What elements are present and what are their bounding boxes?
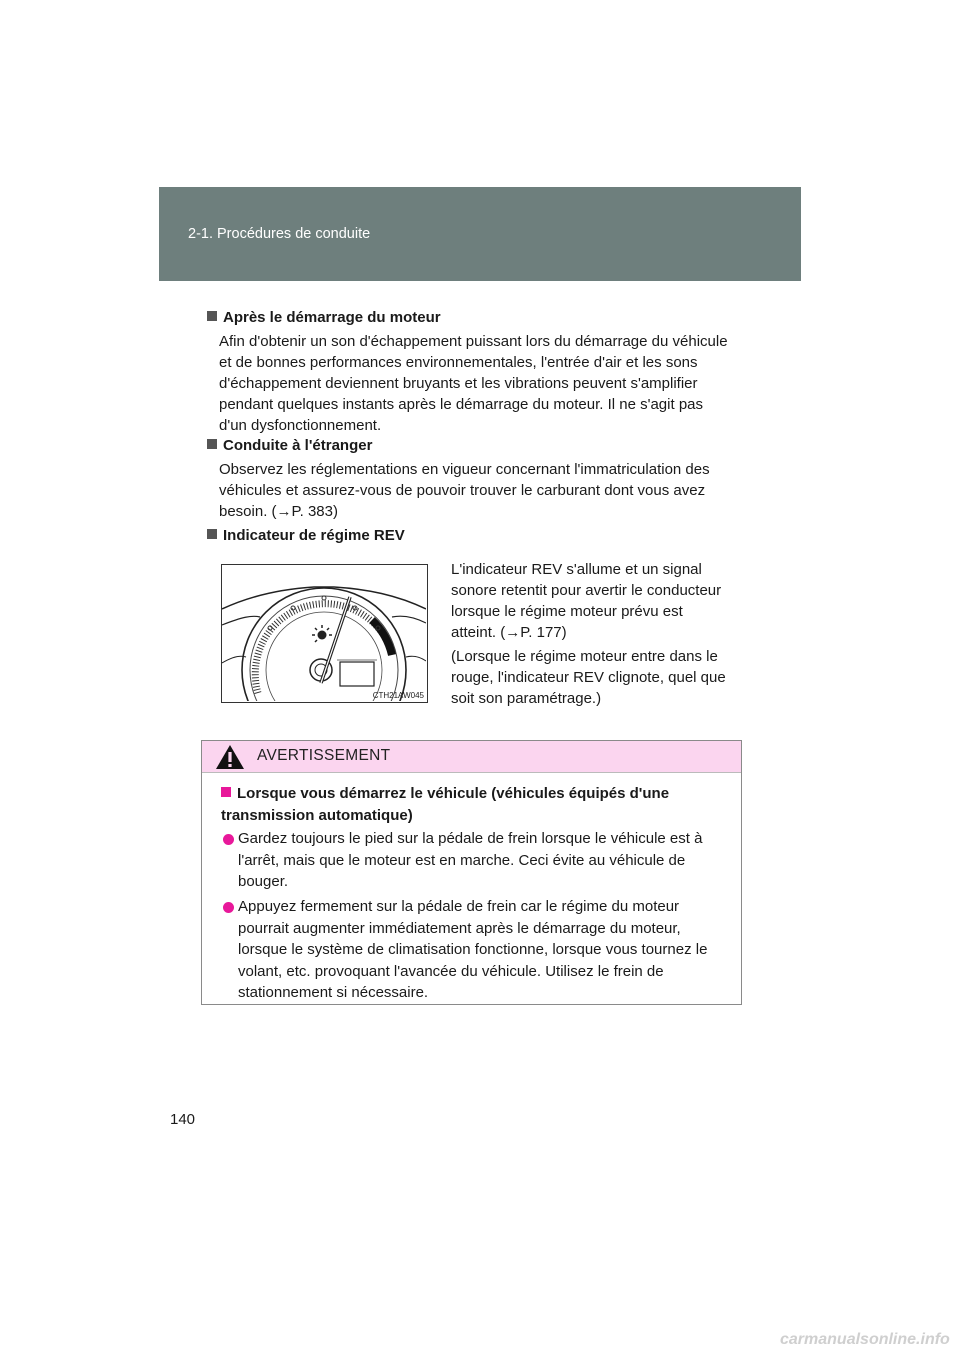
tachometer-illustration — [221, 564, 428, 703]
section-title: 2-1. Procédures de conduite — [188, 226, 371, 242]
heading-text: Conduite à l'étranger — [223, 437, 373, 454]
rev-note — [451, 646, 730, 709]
rev-description — [451, 559, 730, 643]
text-line: Afin d'obtenir un son d'échappement puissant lors du démarrage du véhicule — [219, 333, 728, 350]
heading-line — [221, 783, 736, 805]
heading-text: Indicateur de régime REV — [223, 527, 405, 544]
bullet-dot-icon — [223, 834, 234, 845]
text-line: bouger. — [238, 873, 289, 890]
text-line: lorsque le système de climatisation fonctionne, lorsque vous tournez le — [238, 941, 708, 958]
heading-rev-indicator — [207, 525, 405, 546]
text-line: Gardez toujours le pied sur la pédale de frein lorsque le véhicule est à — [238, 830, 703, 847]
warning-header — [202, 741, 741, 773]
page-number: 140 — [170, 1111, 196, 1128]
text-line: d'un dysfonctionnement. — [219, 417, 382, 435]
square-bullet-icon — [207, 529, 217, 539]
heading-text: Lorsque vous démarrez le véhicule (véhicules équipés d'une — [237, 785, 670, 802]
text-line: Appuyez fermement sur la pédale de frein car le régime du moteur — [238, 898, 680, 915]
heading-text: Après le démarrage du moteur — [223, 309, 441, 326]
text-line: rouge, l'indicateur REV clignote, quel que — [451, 669, 726, 687]
text-line: (Lorsque le régime moteur entre dans le — [451, 648, 718, 665]
text-line: L'indicateur REV s'allume et un signal — [451, 561, 702, 578]
text-line: pendant quelques instants après le démarrage du moteur. Il ne s'agit pas — [219, 396, 704, 414]
heading-after-start — [207, 307, 441, 328]
text-line: pourrait augmenter immédiatement après le démarrage du moteur, — [238, 919, 681, 937]
text-line: l'arrêt, mais que le moteur est en marche. Ceci évite au véhicule de — [238, 851, 686, 869]
text-line: et de bonnes performances environnementales, l'entrée d'air et les sons — [219, 354, 698, 372]
heading-line: transmission automatique) — [221, 806, 413, 824]
watermark: carmanualsonline.info — [780, 1331, 950, 1348]
text-line: volant, etc. provoquant l'avancée du véhicule. Utilisez le frein de — [238, 962, 664, 980]
text-line: soit son paramétrage.) — [451, 690, 602, 708]
text-line: d'échappement deviennent bruyants et les vibrations peuvent s'amplifier — [219, 375, 698, 393]
warning-bullet-2 — [238, 896, 737, 1004]
bullet-dot-icon — [223, 902, 234, 913]
figure-code: CTH21AW045 — [372, 691, 424, 700]
square-bullet-icon — [207, 311, 217, 321]
warning-box — [201, 740, 742, 1005]
square-bullet-icon — [221, 787, 231, 797]
paragraph-driving-abroad — [219, 459, 737, 522]
text-line: atteint. (→P. 177) — [451, 624, 567, 642]
warning-heading — [221, 783, 736, 826]
tachometer-drawing — [222, 565, 426, 701]
warning-triangle-icon — [215, 744, 245, 770]
text-line: véhicules et assurez-vous de pouvoir trouver le carburant dont vous avez — [219, 482, 706, 500]
text-line: stationnement si nécessaire. — [238, 984, 429, 1001]
paragraph-after-start — [219, 331, 737, 436]
warning-bullet-1 — [238, 828, 737, 893]
text-line: Observez les réglementations en vigueur concernant l'immatriculation des — [219, 461, 710, 478]
heading-driving-abroad — [207, 435, 372, 456]
warning-title: AVERTISSEMENT — [257, 747, 391, 764]
text-line: sonore retentit pour avertir le conducteur — [451, 582, 722, 600]
square-bullet-icon — [207, 439, 217, 449]
section-header-band — [159, 187, 801, 281]
text-line: lorsque le régime moteur prévu est — [451, 603, 683, 621]
text-line: besoin. (→P. 383) — [219, 503, 338, 521]
